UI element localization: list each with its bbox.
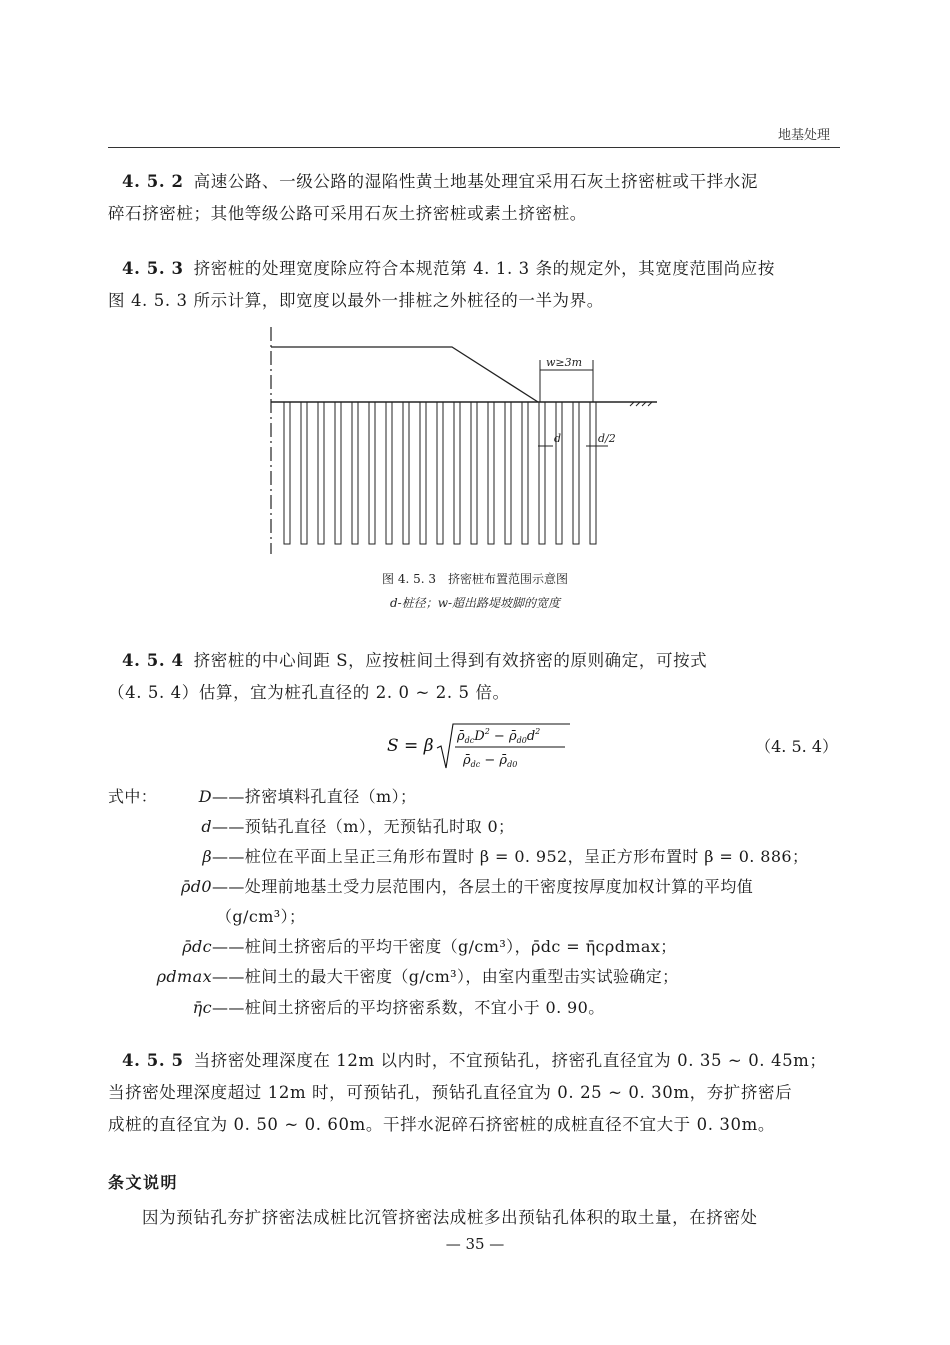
clause-text: 挤密桩的中心间距 S，应按桩间土得到有效挤密的原则确定，可按式 [193,651,708,670]
pile [403,402,409,544]
definition-text: ——桩间土的最大干密度（g/cm³），由室内重型击实试验确定； [212,967,679,986]
clause-4-5-2-line1 [108,166,838,198]
pile [386,402,392,544]
clause-4-5-5-line3: 成桩的直径宜为 0. 50 ~ 0. 60m。干拌水泥碎石挤密桩的成桩直径不宜大于 0. 30m。 [108,1115,775,1134]
page-number: — 35 — [445,1235,505,1253]
clause-number: 4. 5. 5 [122,1051,184,1070]
definition-text: ——挤密填料孔直径（m）； [212,787,417,806]
pile [352,402,358,544]
definition-row [156,782,416,812]
pile [573,402,579,544]
definition-row [156,932,677,962]
commentary-title: 条文说明 [108,1173,179,1192]
embankment-outline [271,347,538,402]
clause-4-5-4-line1 [108,645,838,677]
definition-row [156,902,305,932]
svg-text:ρ̄dcD2 − ρ̄d0d2: $\rhō_{dc}D^2$ − $\rhō_{d0}d^2$ [457,727,541,745]
definition-symbol: η̄c [192,998,212,1017]
clause-text: 高速公路、一级公路的湿陷性黄土地基处理宜采用石灰土挤密桩或干拌水泥 [193,172,758,191]
pile [369,402,375,544]
pile [590,402,596,544]
pile [556,402,562,544]
svg-text:ρ̄dc − ρ̄d0: $\rhō_{dc}$ − $\rhō_{d0}$ [463,753,518,769]
definition-row [156,842,808,872]
clause-4-5-3-line2: 图 4. 5. 3 所示计算，即宽度以最外一排桩之外桩径的一半为界。 [108,291,604,310]
piles-group [284,402,596,544]
clause-number: 4. 5. 4 [122,651,184,670]
pile [284,402,290,544]
formula-number: （4. 5. 4） [755,737,838,756]
definition-row [156,962,679,992]
clause-text: 当挤密处理深度在 12m 以内时，不宜预钻孔，挤密孔直径宜为 0. 35 ~ 0. 45m； [193,1051,827,1070]
figure-note: d-桩径；w-超出路堤坡脚的宽度 [389,596,561,610]
definition-text: ——处理前地基土受力层范围内，各层土的干密度按厚度加权计算的平均值 [212,877,754,896]
formula-4-5-4 [385,718,575,783]
definition-text: （g/cm³）； [216,907,306,926]
definition-text: ——桩间土挤密后的平均干密度（g/cm³），ρ̄dc = η̄cρdmax； [212,937,677,956]
definition-symbol: D [198,787,212,806]
definition-text: ——预钻孔直径（m），无预钻孔时取 0； [212,817,515,836]
pile-layout-diagram [262,322,662,557]
clause-4-5-5-line2: 当挤密处理深度超过 12m 时，可预钻孔，预钻孔直径宜为 0. 25 ~ 0. 30m，夯扩挤密后 [108,1083,793,1102]
definition-symbol: β [202,847,212,866]
running-header: 地基处理 [777,128,830,143]
figure-caption: 图 4. 5. 3 挤密桩布置范围示意图 [382,572,568,586]
definitions-intro: 式中： [108,787,158,806]
definition-symbol: ρ̄d0 [180,877,212,896]
definition-text: ——桩位在平面上呈正三角形布置时 β = 0. 952，呈正方形布置时 β = 0. 886； [212,847,809,866]
definition-row [156,993,605,1023]
pile [522,402,528,544]
clause-4-5-5 [108,1045,838,1141]
header-rule [108,147,840,148]
clause-4-5-3 [108,253,838,317]
pile [539,402,545,544]
definition-text: ——桩间土挤密后的平均挤密系数，不宜小于 0. 90。 [212,998,605,1017]
pile [505,402,511,544]
clause-number: 4. 5. 2 [122,172,184,191]
pile [318,402,324,544]
clause-4-5-2-line2: 碎石挤密桩；其他等级公路可采用石灰土挤密桩或素土挤密桩。 [108,204,587,223]
clause-4-5-2 [108,166,838,230]
pile [420,402,426,544]
w-dimension-label: w≥3m [546,356,583,369]
clause-number: 4. 5. 3 [122,259,184,278]
definition-symbol: ρ̄dc [182,937,212,956]
pile [471,402,477,544]
definition-symbol: d [201,817,212,836]
clause-4-5-4-line2: （4. 5. 4）估算，宜为桩孔直径的 2. 0 ~ 2. 5 倍。 [108,683,510,702]
pile [437,402,443,544]
clause-4-5-5-line1 [108,1045,838,1077]
definition-row [156,872,753,902]
clause-text: 挤密桩的处理宽度除应符合本规范第 4. 1. 3 条的规定外，其宽度范围尚应按 [193,259,775,278]
d-dimension-label: d [554,432,562,445]
definition-symbol: ρdmax [156,967,212,986]
pile [335,402,341,544]
commentary-text: 因为预钻孔夯扩挤密法成桩比沉管挤密法成桩多出预钻孔体积的取土量，在挤密处 [142,1208,758,1227]
formula-graphic [385,718,575,778]
clause-4-5-4 [108,645,838,709]
formula-lhs: S = β [387,736,434,756]
pile [454,402,460,544]
clause-4-5-3-line1 [108,253,838,285]
pile [301,402,307,544]
pile [488,402,494,544]
half-d-dimension-label: d/2 [598,432,616,445]
definition-row [156,812,514,842]
